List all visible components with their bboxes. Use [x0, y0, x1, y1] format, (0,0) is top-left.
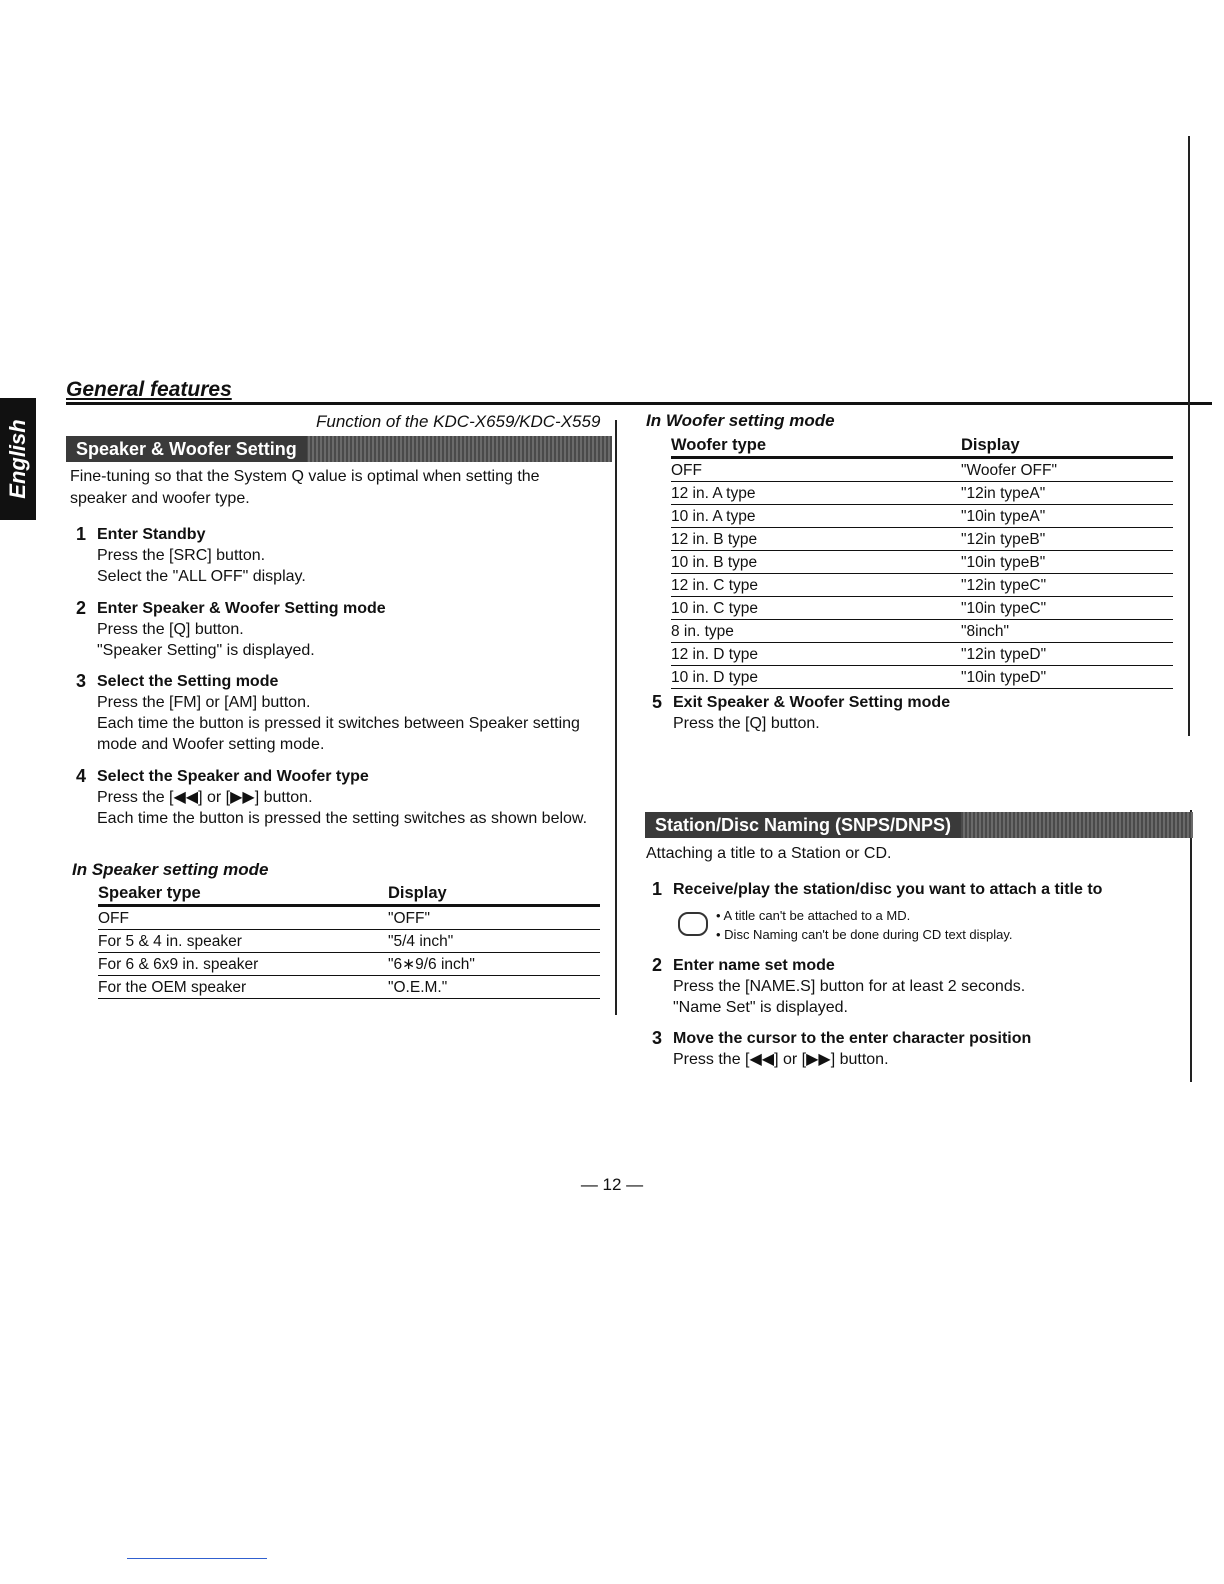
col-header-speaker-type: Speaker type — [98, 882, 388, 906]
speaker-type-cell: For the OEM speaker — [98, 976, 388, 999]
step-line: Each time the button is pressed the setting switches as shown below. — [97, 810, 588, 827]
step-heading: Enter name set mode — [673, 957, 835, 974]
step-line: Press the [Q] button. — [673, 715, 820, 732]
table-row — [671, 505, 1173, 528]
step-line: Press the [◀◀] or [▶▶] button. — [97, 789, 313, 806]
speaker-type-cell: For 5 & 4 in. speaker — [98, 930, 388, 953]
speaker-intro: Fine-tuning so that the System Q value is optimal when setting the speaker and woofer type. — [70, 468, 540, 507]
section-title-naming: Station/Disc Naming (SNPS/DNPS) — [645, 812, 961, 838]
display-cell: "12in typeA" — [961, 482, 1173, 505]
step-line: Press the [Q] button. — [97, 621, 244, 638]
table-row — [98, 953, 600, 976]
col-header-display: Display — [961, 434, 1173, 458]
step-4 — [76, 766, 596, 829]
woofer-type-cell: 8 in. type — [671, 620, 961, 643]
step-number: 1 — [76, 524, 87, 544]
footer-line — [127, 1558, 267, 1559]
note-line: • A title can't be attached to a MD. — [716, 908, 911, 923]
display-cell: "10in typeC" — [961, 597, 1173, 620]
table-row — [98, 976, 600, 999]
section-title-speaker-woofer: Speaker & Woofer Setting — [66, 436, 307, 462]
step-line: "Name Set" is displayed. — [673, 999, 848, 1016]
step-line: Press the [FM] or [AM] button. — [97, 694, 311, 711]
woofer-type-cell: 10 in. A type — [671, 505, 961, 528]
speaker-type-table — [98, 882, 600, 999]
woofer-type-cell: 10 in. C type — [671, 597, 961, 620]
section-band — [645, 812, 1193, 838]
step-heading: Enter Speaker & Woofer Setting mode — [97, 600, 386, 617]
page-number: — 12 — — [580, 1175, 644, 1194]
display-cell: "10in typeA" — [961, 505, 1173, 528]
step-number: 4 — [76, 766, 87, 786]
woofer-type-cell: 12 in. B type — [671, 528, 961, 551]
note-line: • Disc Naming can't be done during CD text display. — [716, 927, 1013, 942]
display-cell: "10in typeD" — [961, 666, 1173, 689]
woofer-type-cell: OFF — [671, 458, 961, 482]
speaker-mode-title: In Speaker setting mode — [72, 860, 269, 879]
display-cell: "6∗9/6 inch" — [388, 953, 600, 976]
display-cell: "OFF" — [388, 906, 600, 930]
right-column-divider-lower — [1190, 810, 1192, 1082]
table-row — [671, 458, 1173, 482]
naming-step-2 — [652, 955, 1182, 1018]
header-rule — [66, 402, 1212, 405]
step-heading: Receive/play the station/disc you want to attach a title to — [673, 881, 1103, 898]
display-cell: "O.E.M." — [388, 976, 600, 999]
step-heading: Enter Standby — [97, 526, 206, 543]
table-row — [98, 930, 600, 953]
right-column-divider — [1188, 136, 1190, 736]
step-heading: Exit Speaker & Woofer Setting mode — [673, 694, 951, 711]
function-note: Function of the KDC-X659/KDC-X559 — [316, 412, 601, 431]
step-5 — [652, 692, 1172, 734]
naming-step-3 — [652, 1028, 1182, 1070]
step-1 — [76, 524, 606, 587]
language-tab — [0, 398, 36, 520]
naming-notes — [716, 906, 1176, 944]
speaker-type-cell: For 6 & 6x9 in. speaker — [98, 953, 388, 976]
speaker-type-cell: OFF — [98, 906, 388, 930]
table-row — [671, 643, 1173, 666]
step-line: "Speaker Setting" is displayed. — [97, 642, 315, 659]
page-title: General features — [66, 378, 232, 401]
step-3 — [76, 671, 596, 755]
step-line: Press the [SRC] button. — [97, 547, 266, 564]
display-cell: "5/4 inch" — [388, 930, 600, 953]
step-number: 2 — [652, 955, 663, 975]
display-cell: "12in typeC" — [961, 574, 1173, 597]
woofer-mode-title: In Woofer setting mode — [646, 411, 835, 430]
step-number: 5 — [652, 692, 663, 712]
display-cell: "10in typeB" — [961, 551, 1173, 574]
woofer-type-cell: 10 in. D type — [671, 666, 961, 689]
display-cell: "8inch" — [961, 620, 1173, 643]
step-number: 2 — [76, 598, 87, 618]
table-row — [671, 597, 1173, 620]
step-line: Press the [◀◀] or [▶▶] button. — [673, 1051, 889, 1068]
step-heading: Select the Speaker and Woofer type — [97, 768, 369, 785]
display-cell: "12in typeB" — [961, 528, 1173, 551]
col-header-woofer-type: Woofer type — [671, 434, 961, 458]
woofer-type-cell: 12 in. A type — [671, 482, 961, 505]
step-number: 1 — [652, 879, 663, 899]
step-2 — [76, 598, 606, 661]
step-number: 3 — [652, 1028, 663, 1048]
table-row — [98, 906, 600, 930]
table-row — [671, 620, 1173, 643]
step-heading: Select the Setting mode — [97, 673, 279, 690]
display-cell: "Woofer OFF" — [961, 458, 1173, 482]
display-cell: "12in typeD" — [961, 643, 1173, 666]
woofer-type-cell: 10 in. B type — [671, 551, 961, 574]
step-heading: Move the cursor to the enter character position — [673, 1030, 1032, 1047]
step-line: Press the [NAME.S] button for at least 2 seconds. — [673, 978, 1026, 995]
naming-intro: Attaching a title to a Station or CD. — [646, 845, 892, 862]
step-line: Each time the button is pressed it switches between Speaker setting mode and Woofer setting mode. — [97, 715, 580, 753]
language-tab-label: English — [5, 419, 30, 499]
table-row — [671, 482, 1173, 505]
table-row — [671, 528, 1173, 551]
table-row — [671, 574, 1173, 597]
section-band — [66, 436, 612, 462]
column-divider — [615, 420, 617, 1015]
step-number: 3 — [76, 671, 87, 691]
memo-icon — [678, 912, 708, 936]
table-row — [671, 551, 1173, 574]
step-line: Select the "ALL OFF" display. — [97, 568, 306, 585]
woofer-type-cell: 12 in. C type — [671, 574, 961, 597]
naming-step-1 — [652, 879, 1182, 900]
table-row — [671, 666, 1173, 689]
col-header-display: Display — [388, 882, 600, 906]
woofer-type-table — [671, 434, 1173, 689]
woofer-type-cell: 12 in. D type — [671, 643, 961, 666]
